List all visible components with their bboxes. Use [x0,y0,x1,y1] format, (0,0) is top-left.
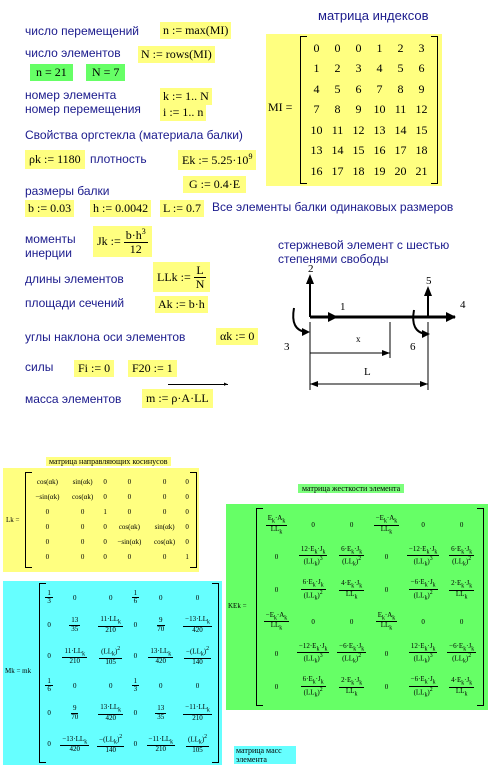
J-numerator [124,228,148,243]
forces-label: силы [25,360,54,374]
dof-3-curve [293,308,306,332]
M-row-1: $\frac{1}{3}$ 0 0 $\frac{1}{6}$ 0 0 [47,589,200,606]
mi-row-cell: 6 [355,81,362,96]
LL-denominator: N [195,276,205,291]
L-row-cell: cos(αk) [153,537,176,546]
mi-row-4 [306,100,432,121]
mi-row-5 [306,120,432,141]
mi-row-cell: 11 [394,102,407,117]
dof-label-3: 3 [284,341,290,353]
L-row-cell: 0 [127,552,132,561]
mi-row-cell: 0 [355,40,362,55]
n-moves-formula[interactable]: n := max(MI) [160,22,231,39]
LL-lhs: LLk := [157,269,191,284]
mi-row-cell: 5 [334,81,341,96]
rho-formula[interactable]: ρk := 1180 [25,150,85,169]
KE-matrix-region[interactable] [226,504,488,710]
KE-row-2: 0 $\frac{12\cdot E_k\cdot J_k}{(LL_k)^3}$ $\frac{6\cdot E_k\cdot J_k}{(LL_k)^2}$ 0 $\frac{-12\cdot E_k\cdot J_k}{(LL_k)^3}$ $\frac{6\cdot E_k\cdot J_k}{(LL_k)^2}$ [274,544,473,568]
mi-row-cell: 4 [313,81,320,96]
KE-matrix [256,508,484,706]
mi-row-1 [306,38,432,59]
J-fraction [124,228,148,255]
L-row-cell: 0 [162,492,167,501]
N-value-result: N = 7 [86,64,125,81]
mi-row-cell: 12 [352,122,365,137]
mi-row-cell: 2 [334,61,341,76]
L-row-cell: 0 [127,492,132,501]
mi-row-cell: 6 [418,61,425,76]
areas-label: площади сечений [25,296,125,310]
LL-fraction [194,264,207,290]
L-row-cell: 0 [127,507,132,516]
density-label: плотность [90,152,147,166]
F20-formula[interactable]: F20 := 1 [128,360,177,377]
dof-5-arrowhead [424,286,432,296]
L-row-cell: 0 [103,477,107,486]
L-matrix [25,472,197,568]
mi-row-cell: 10 [310,122,323,137]
E-exponent: 9 [248,152,253,161]
props-label: Свойства оргстекла (материала балки) [25,128,243,142]
mi-row-cell: 0 [313,40,320,55]
dim-x-arrowhead [382,350,390,356]
L-right-bracket [190,472,197,568]
L-row-cell: 0 [80,552,85,561]
mi-row-cell: 4 [376,61,383,76]
F-formula[interactable]: Fi := 0 [74,360,114,377]
lengths-label: длины элементов [25,272,124,286]
mi-row-cell: 8 [334,102,341,117]
L-row-cell: 0 [162,552,167,561]
mi-table [306,38,432,182]
KE-table [260,510,480,704]
L-row-6 [29,549,193,564]
L-row-cell: 0 [162,507,167,516]
L-row-cell: 0 [103,492,107,501]
M-matrix-region[interactable] [3,581,222,765]
mi-row-cell: 17 [394,143,407,158]
L-row-1 [29,474,193,489]
sizes-label: размеры балки [25,184,110,198]
L-left-bracket [25,472,32,568]
dof-6-arrowhead [422,330,430,338]
elem-no-label: номер элемента [25,88,117,102]
mi-row-cell: 9 [418,81,425,96]
M-lhs: Mk = mk [5,667,32,675]
M-right-bracket [212,583,219,763]
L-row-cell: sin(αk) [154,522,175,531]
dof-3-arrowhead [302,328,310,336]
dim-L-right-arrowhead [420,381,428,387]
mi-row-cell: 15 [415,122,428,137]
mi-row-cell: 13 [310,143,323,158]
LL-formula[interactable] [153,262,210,292]
mi-row-cell: 11 [331,122,344,137]
dof-label-2: 2 [308,263,314,275]
KE-right-bracket [477,508,484,706]
mi-row-cell: 7 [313,102,320,117]
KE-row-5: 0 $\frac{-12\cdot E_k\cdot J_k}{(LL_k)^3}$ $\frac{-6\cdot E_k\cdot J_k}{(LL_k)^2}$ 0 $\frac{12\cdot E_k\cdot J_k}{(LL_k)^3}$ $\frac{-6\cdot E_k\cdot J_k}{(LL_k)^2}$ [274,641,475,665]
A-formula[interactable]: Ak := b·h [155,296,208,313]
mi-row-cell: 14 [331,143,344,158]
L-table [29,474,193,564]
alpha-formula[interactable]: αk := 0 [216,328,258,345]
M-matrix-title: матрица масс элемента [234,746,296,764]
KE-row-6: 0 $\frac{6\cdot E_k\cdot J_k}{(LL_k)^2}$ $\frac{2\cdot E_k\cdot J_k}{LL_k}$ 0 $\frac{-6\cdot E_k\cdot J_k}{(LL_k)^2}$ $\frac{4\cdot E_k\cdot J_k}{LL_k}$ [274,675,473,699]
L-matrix-title: матрица направляющих косинусов [46,457,171,466]
G-formula[interactable]: G := 0.4·E [183,176,246,193]
L-row-cell: 1 [185,552,189,561]
mi-matrix [300,36,438,184]
dim-label-L: L [364,366,371,378]
dof-1-arrowhead [328,312,338,322]
L-formula[interactable]: L := 0.7 [160,200,204,217]
L-row-cell: cos(αk) [71,492,94,501]
KE-left-bracket [256,508,263,706]
mi-row-cell: 9 [355,102,362,117]
m-formula-text: m := ρ·A·LL [146,391,209,405]
mi-row-2 [306,59,432,80]
mi-row-cell: 10 [373,102,386,117]
n-value-result: n = 21 [30,64,73,81]
J-lhs: Jk := [97,234,121,249]
mi-row-cell: 0 [334,40,341,55]
angles-label: углы наклона оси элементов [25,330,186,344]
mi-row-cell: 13 [373,122,386,137]
KE-matrix-title: матрица жесткости элемента [298,484,404,493]
L-row-cell: 0 [127,477,132,486]
dim-label-x: x [356,334,361,344]
L-row-cell: 0 [103,522,107,531]
n-elems-label: число элементов [25,46,121,60]
L-lhs: Lk = [6,516,20,524]
h-formula[interactable]: h := 0.0042 [90,200,151,217]
L-matrix-region[interactable] [3,468,199,572]
n-elems-formula[interactable]: N := rows(MI) [138,46,215,63]
mi-row-cell: 3 [418,40,425,55]
L-row-cell: 0 [45,537,50,546]
L-row-cell: 0 [45,552,50,561]
J-denominator: 12 [129,241,142,256]
M-table [42,585,216,761]
KE-lhs: KEk = [228,602,247,610]
mi-row-cell: 16 [310,163,323,178]
mass-label: масса элементов [25,392,122,406]
vectorize-arrowhead: ▸ [224,380,228,388]
mi-row-3 [306,79,432,100]
J-num-text: b·h [125,228,142,242]
vectorize-bar [168,384,228,385]
M-row-5: 0 $\frac{9}{70}$ $\frac{13\cdot LL_k}{420}$ 0 $\frac{13}{35}$ $\frac{-11\cdot LL_k}{210}$ [47,703,210,722]
move-no-label: номер перемещения [25,102,141,116]
J-num-exp: 3 [141,227,146,236]
L-row-cell: 0 [185,537,189,546]
J-formula[interactable] [93,226,152,257]
M-left-bracket [39,583,46,763]
moments-label: моменты [25,232,76,246]
mi-row-cell: 19 [373,163,386,178]
mi-row-cell: 12 [415,102,428,117]
E-formula-text: Ek := 5.25·10 [182,153,249,167]
move-no-formula[interactable]: i := 1.. n [160,104,206,121]
L-row-cell: 0 [185,477,189,486]
mi-right-bracket [431,36,438,184]
L-row-cell: cos(αk) [118,522,140,531]
L-row-cell: 0 [185,522,189,531]
L-row-cell: cos(αk) [36,477,59,486]
dof-label-5: 5 [426,275,432,287]
L-row-cell: 0 [45,522,50,531]
M-matrix [39,583,219,763]
L-row-2 [29,489,193,504]
beam-element-diagram [280,260,480,420]
elem-no-formula[interactable]: k := 1.. N [160,88,212,105]
M-row-6: 0 $\frac{-13\cdot LL_k}{420}$ $\frac{-(LL_k)^2}{140}$ 0 $\frac{-11\cdot LL_k}{210}$ $\frac{(LL_k)^2}{105}$ [47,734,208,755]
mi-row-cell: 21 [415,163,428,178]
L-row-cell: −sin(αk) [117,537,142,546]
KE-row-4: $\frac{-E_k\cdot A_k}{LL_k}$ 0 0 $\frac{E_k\cdot A_k}{LL_k}$ 0 0 [265,610,464,632]
dof-label-4: 4 [460,299,466,311]
KE-row-3: 0 $\frac{6\cdot E_k\cdot J_k}{(LL_k)^2}$ $\frac{4\cdot E_k\cdot J_k}{LL_k}$ 0 $\frac{-6\cdot E_k\cdot J_k}{(LL_k)^2}$ $\frac{2\cdot E_k\cdot J_k}{LL_k}$ [274,578,473,602]
mi-left-bracket [300,36,307,184]
mi-matrix-region[interactable] [266,34,442,186]
mi-row-cell: 5 [397,61,404,76]
L-row-5 [29,534,193,549]
L-row-cell: 0 [103,552,107,561]
m-formula[interactable] [142,389,213,408]
b-formula[interactable]: b := 0.03 [25,200,74,217]
mi-row-cell: 8 [397,81,404,96]
mi-title: матрица индексов [318,8,429,23]
L-row-3 [29,504,193,519]
inertia-label: инерции [25,246,72,260]
n-moves-label: число перемещений [25,24,139,38]
M-row-3: 0 $\frac{11\cdot LL_k}{210}$ $\frac{(LL_k)^2}{105}$ 0 $\frac{13\cdot LL_k}{420}$ $\frac{-(LL_k)^2}{140}$ [47,646,210,667]
dof-label-1: 1 [340,301,346,313]
L-row-cell: 1 [103,507,107,516]
dof-2-arrowhead [306,274,314,284]
mi-row-cell: 14 [394,122,407,137]
L-row-cell: sin(αk) [72,477,93,486]
M-row-4: $\frac{1}{6}$ 0 0 $\frac{1}{3}$ 0 0 [47,676,200,694]
dof-label-6: 6 [410,341,416,353]
mi-row-cell: 1 [313,61,320,76]
mi-row-cell: 2 [397,40,404,55]
L-row-cell: 0 [80,537,85,546]
mi-row-cell: 20 [394,163,407,178]
L-row-cell: 0 [103,537,107,546]
mi-row-cell: 15 [352,143,365,158]
M-row-2: 0 $\frac{13}{35}$ $\frac{11\cdot LL_k}{210}$ 0 $\frac{9}{70}$ $\frac{-13\cdot LL_k}{420}$ [47,615,210,634]
mi-row-cell: 18 [415,143,428,158]
L-row-cell: 0 [80,522,85,531]
LL-numerator: L [196,263,204,277]
L-row-cell: 0 [162,477,167,486]
mi-row-cell: 3 [355,61,362,76]
dim-L-left-arrowhead [310,381,318,387]
mi-row-cell: 7 [376,81,383,96]
diagram-title: стержневой элемент с шестью степенями свободы [278,238,450,266]
mi-row-cell: 17 [331,163,344,178]
mi-row-cell: 1 [376,40,383,55]
KE-row-1: $\frac{E_k\cdot A_k}{LL_k}$ 0 0 $\frac{-E_k\cdot A_k}{LL_k}$ 0 0 [267,514,464,535]
L-row-cell: −sin(αk) [35,492,60,501]
L-row-cell: 0 [185,507,189,516]
dof-6-curve [413,310,426,334]
L-row-cell: 0 [45,507,50,516]
L-row-4 [29,519,193,534]
mi-row-7 [306,161,432,182]
mi-row-cell: 16 [373,143,386,158]
L-row-cell: 0 [80,507,85,516]
E-formula[interactable] [178,150,256,170]
dof-4-arrowhead [446,312,456,322]
mi-row-6 [306,141,432,162]
L-row-cell: 0 [185,492,189,501]
same-size-label: Все элементы балки одинаковых размеров [212,200,454,214]
mi-lhs: MI = [268,100,293,114]
mi-row-cell: 18 [352,163,365,178]
